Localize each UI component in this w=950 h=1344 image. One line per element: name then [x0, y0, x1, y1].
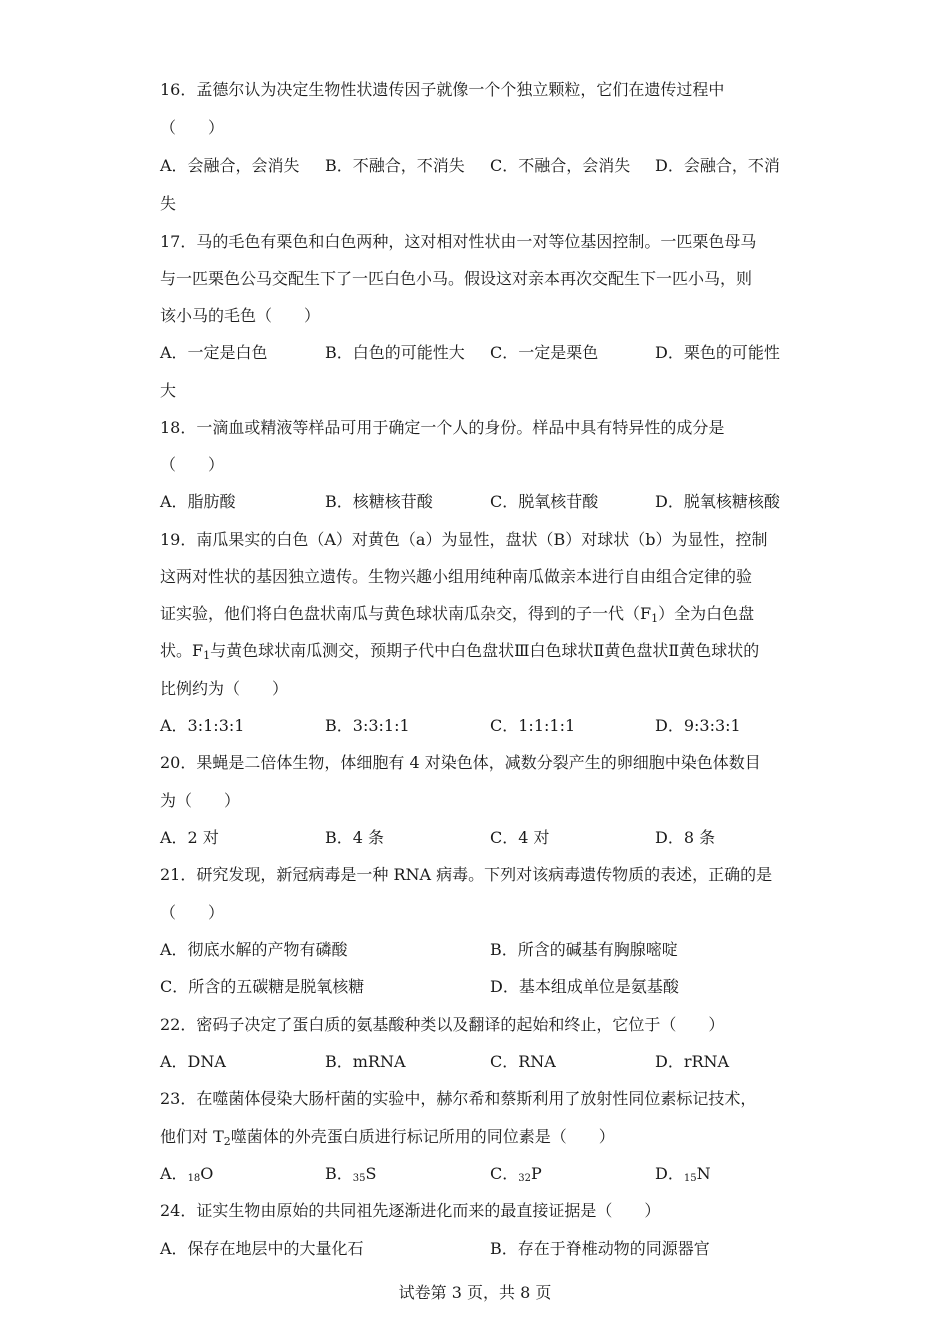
question-19-stem-1: 19．南瓜果实的白色（A）对黄色（a）为显性，盘状（B）对球状（b）为显性，控制: [160, 530, 768, 549]
q18-option-a: A．脂肪酸: [160, 492, 236, 511]
q22-option-a: A．DNA: [160, 1052, 226, 1071]
question-17-stem-1: 17．马的毛色有栗色和白色两种，这对相对性状由一对等位基因控制。一匹栗色母马: [160, 232, 757, 251]
q22-option-d: D．rRNA: [655, 1052, 730, 1071]
q16-option-a: A．会融合，会消失: [160, 156, 300, 175]
page-footer: 试卷第 3 页，共 8 页: [398, 1283, 552, 1302]
question-18-blank: （ ）: [160, 455, 225, 474]
q23-option-a: A．18O: [160, 1164, 214, 1184]
question-17-stem-2: 与一匹栗色公马交配生下了一匹白色小马。假设这对亲本再次交配生下一匹小马，则: [160, 269, 753, 288]
q19-option-a: A．3:1:3:1: [160, 716, 245, 735]
question-20-stem-2: 为（ ）: [160, 791, 241, 810]
question-23-stem-1: 23．在噬菌体侵染大肠杆菌的实验中，赫尔希和蔡斯利用了放射性同位素标记技术，: [160, 1089, 757, 1108]
q23-option-d: D．15N: [655, 1164, 711, 1184]
question-19-stem-5: 比例约为（ ）: [160, 679, 289, 698]
q17-option-d: D．栗色的可能性: [655, 343, 780, 362]
q17-option-b: B．白色的可能性大: [325, 343, 465, 362]
q16-option-d: D．会融合，不消: [655, 156, 780, 175]
q22-option-b: B．mRNA: [325, 1052, 406, 1071]
question-24-stem: 24．证实生物由原始的共同祖先逐渐进化而来的最直接证据是（ ）: [160, 1201, 661, 1220]
q22-option-c: C．RNA: [490, 1052, 556, 1071]
q18-option-b: B．核糖核苷酸: [325, 492, 433, 511]
q21-option-d: D．基本组成单位是氨基酸: [490, 977, 679, 996]
q24-option-b: B．存在于脊椎动物的同源器官: [490, 1239, 710, 1258]
q17-option-a: A．一定是白色: [160, 343, 268, 362]
question-17-stem-3: 该小马的毛色（ ）: [160, 306, 321, 325]
q19-option-b: B．3:3:1:1: [325, 716, 410, 735]
q21-option-c: C．所含的五碳糖是脱氧核糖: [160, 977, 365, 996]
question-20-stem-1: 20．果蝇是二倍体生物，体细胞有 4 对染色体，减数分裂产生的卵细胞中染色体数目: [160, 753, 761, 772]
q20-option-c: C．4 对: [490, 828, 550, 847]
q19-option-d: D．9:3:3:1: [655, 716, 741, 735]
question-18-stem: 18．一滴血或精液等样品可用于确定一个人的身份。样品中具有特异性的成分是: [160, 418, 725, 437]
q17-option-c: C．一定是栗色: [490, 343, 599, 362]
q16-option-wrap: 失: [160, 194, 177, 213]
question-23-stem-2: 他们对 $T_2$噬菌体的外壳蛋白质进行标记所用的同位素是（ ）: [160, 1127, 615, 1148]
q18-option-c: C．脱氧核苷酸: [490, 492, 599, 511]
q21-option-b: B．所含的碱基有胸腺嘧啶: [490, 940, 678, 959]
question-19-stem-3: 证实验，他们将白色盘状南瓜与黄色球状南瓜杂交，得到的子一代$(F_1)$全为白色盘: [160, 604, 755, 625]
q23-option-b: B．35S: [325, 1164, 377, 1184]
q18-option-d: D．脱氧核糖核酸: [655, 492, 780, 511]
q16-option-b: B．不融合，不消失: [325, 156, 465, 175]
question-19-stem-4: 状。$F_1$与黄色球状南瓜测交，预期子代中白色盘状Ⅲ白色球状Ⅱ黄色盘状Ⅱ黄色球状的: [160, 641, 760, 662]
q23-option-c: C．32P: [490, 1164, 542, 1184]
q21-option-a: A．彻底水解的产物有磷酸: [160, 940, 348, 959]
q24-option-a: A．保存在地层中的大量化石: [160, 1239, 364, 1258]
question-21-stem: 21．研究发现，新冠病毒是一种 RNA 病毒。下列对该病毒遗传物质的表述，正确的是: [160, 865, 773, 884]
q20-option-b: B．4 条: [325, 828, 385, 847]
q19-option-c: C．1:1:1:1: [490, 716, 576, 735]
q20-option-a: A．2 对: [160, 828, 219, 847]
question-16-stem: 16．孟德尔认为决定生物性状遗传因子就像一个个独立颗粒，它们在遗传过程中: [160, 80, 725, 99]
question-16-blank: （ ）: [160, 118, 225, 137]
question-21-blank: （ ）: [160, 903, 225, 922]
q16-option-c: C．不融合，会消失: [490, 156, 631, 175]
q17-option-wrap: 大: [160, 381, 177, 400]
q20-option-d: D．8 条: [655, 828, 716, 847]
question-19-stem-2: 这两对性状的基因独立遗传。生物兴趣小组用纯种南瓜做亲本进行自由组合定律的验: [160, 567, 753, 586]
question-22-stem: 22．密码子决定了蛋白质的氨基酸种类以及翻译的起始和终止，它位于（ ）: [160, 1015, 725, 1034]
